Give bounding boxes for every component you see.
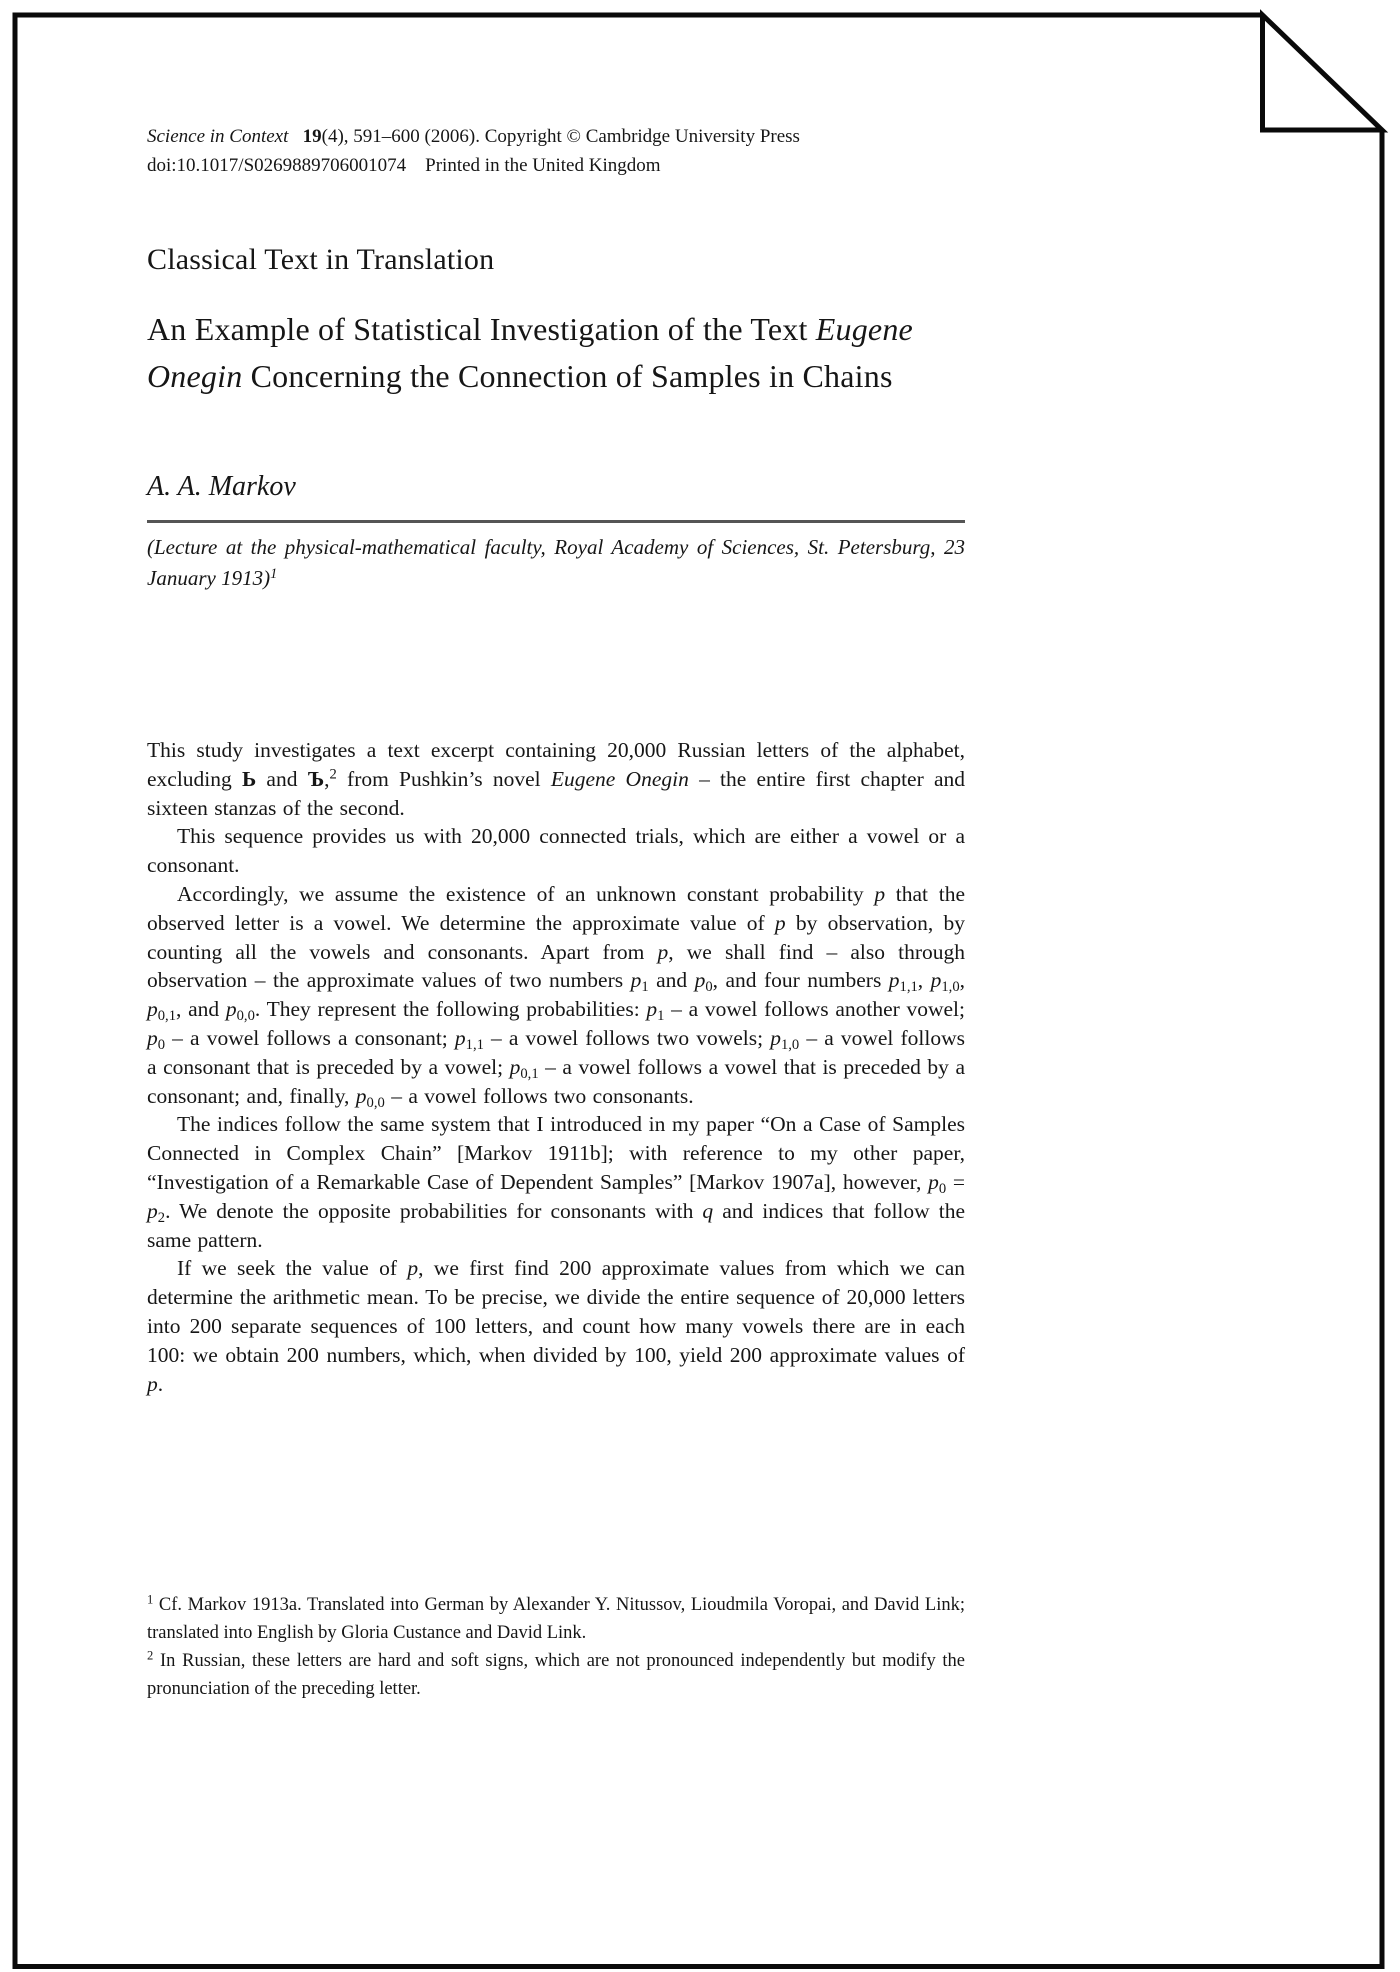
- journal-header: [147, 122, 965, 180]
- paragraph: This sequence provides us with 20,000 connected trials, which are either a vowel or a consonant.: [147, 824, 965, 878]
- journal-header-line-2: doi:10.1017/S0269889706001074 Printed in the United Kingdom: [147, 155, 661, 176]
- footnotes: [147, 1591, 965, 1703]
- author-rule: [147, 520, 965, 523]
- section-heading: Classical Text in Translation: [147, 243, 495, 276]
- footnote: $^2$ In Russian, these letters are hard and soft signs, which are not pronounced independently but modify the pronunciation of the preceding letter.: [147, 1648, 965, 1699]
- paragraph: If we seek the value of p, we first find 200 approximate values from which we can determine the arithmetic mean. To be precise, we divide the entire sequence of 20,000 letters into 200 separate sequences of 100 letters, and count how many vowels there are in each 100: we obtain 200 numbers, which, when divided by 100, yield 200 approximate values of p.: [147, 1256, 965, 1396]
- body-paragraphs: [147, 736, 965, 1398]
- folded-corner-icon: [1263, 15, 1383, 130]
- paper-title: An Example of Statistical Investigation of the Text Eugene Onegin Concerning the Connection of Samples in Chains: [147, 311, 913, 394]
- footnote: $^1$ Cf. Markov 1913a. Translated into German by Alexander Y. Nitussov, Lioudmila Voropai, and David Link; translated into English by Gloria Custance and David Link.: [147, 1592, 965, 1643]
- journal-header-line-1: Science in Context 19(4), 591–600 (2006). Copyright © Cambridge University Press: [147, 126, 800, 147]
- paragraph: The indices follow the same system that I introduced in my paper “On a Case of Samples Connected in Complex Chain” [Markov 1911b]; with reference to my other paper, “Investigation of a Remarkable Case of Dependent Samples” [Markov 1907a], however, $p_0 = p_2$. We denote the opposite probabilities for consonants with q and indices that follow the same pattern.: [147, 1112, 965, 1252]
- paragraph: This study investigates a text excerpt containing 20,000 Russian letters of the alphabet, excluding Ь and Ъ,$^2$ from Pushkin’s novel Eugene Onegin – the entire first chapter and sixteen stanzas of the second.: [147, 738, 966, 820]
- lecture-note: (Lecture at the physical-mathematical faculty, Royal Academy of Sciences, St. Petersburg, 23 January 1913)$^1$: [147, 535, 965, 590]
- paragraph: Accordingly, we assume the existence of an unknown constant probability p that the observed letter is a vowel. We determine the approximate value of p by observation, by counting all the vowels and consonants. Apart from p, we shall find – also through observation – the approximate values of two numbers $p_1$ and $p_0$, and four numbers $p_{1,1}$, $p_{1,0}$, $p_{0,1}$, and $p_{0,0}$. They represent the following probabilities: $p_1$ – a vowel follows another vowel; $p_0$ – a vowel follows a consonant; $p_{1,1}$ – a vowel follows two vowels; $p_{1,0}$ – a vowel follows a consonant that is preceded by a vowel; $p_{0,1}$ – a vowel follows a vowel that is preceded by a consonant; and, finally, $p_{0,0}$ – a vowel follows two consonants.: [147, 881, 966, 1111]
- author-name: A. A. Markov: [147, 471, 296, 502]
